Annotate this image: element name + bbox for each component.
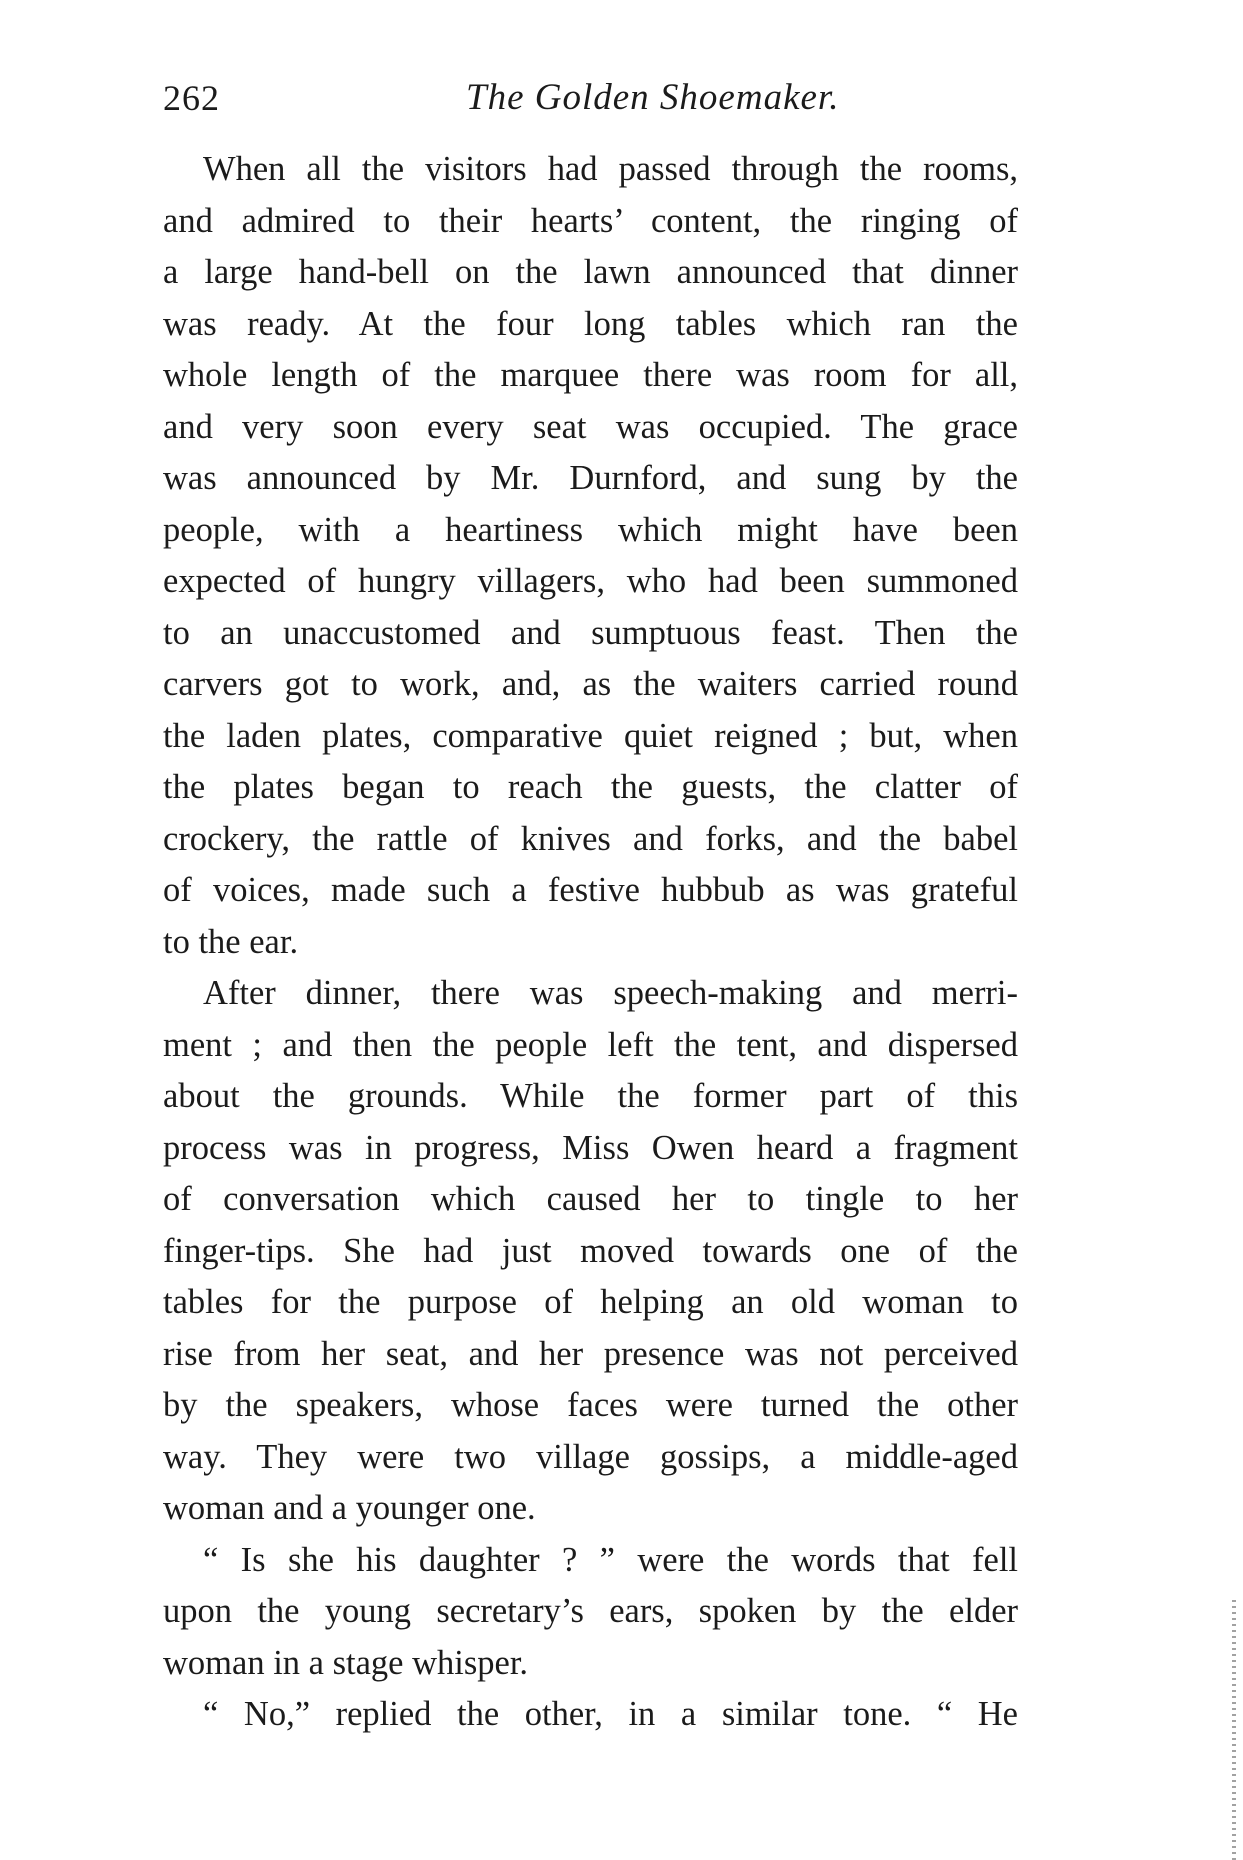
text-line: to the ear. — [163, 922, 299, 961]
text-line: carvers got to work, and, as the waiters carried round — [163, 665, 1018, 703]
text-line: woman in a stage whisper. — [163, 1643, 529, 1682]
text-line: way. They were two village gossips, a middle-aged — [163, 1437, 1018, 1476]
text-line: After dinner, there was speech-making and merri- — [203, 974, 1018, 1012]
text-line: process was in progress, Miss Owen heard a fragment — [163, 1128, 1018, 1167]
text-line: woman and a younger one. — [163, 1489, 536, 1527]
text-line: by the speakers, whose faces were turned the other — [163, 1386, 1018, 1424]
text-line: finger-tips. She had just moved towards one of the — [163, 1231, 1018, 1270]
text-line: of voices, made such a festive hubbub as was grateful — [163, 871, 1018, 909]
text-line: to an unaccustomed and sumptuous feast. Then the — [163, 613, 1018, 652]
text-line: the laden plates, comparative quiet reigned ; but, when — [163, 716, 1018, 755]
text-line: people, with a heartiness which might have been — [163, 510, 1018, 549]
text-line: When all the visitors had passed through the rooms, — [203, 150, 1018, 188]
paragraph — [163, 1689, 1018, 1741]
text-line: rise from her seat, and her presence was not perceived — [163, 1334, 1018, 1373]
text-line: tables for the purpose of helping an old woman to — [163, 1283, 1018, 1321]
text-line: “ No,” replied the other, in a similar tone. “ He — [203, 1695, 1018, 1733]
paragraph — [163, 144, 1018, 968]
running-title: The Golden Shoemaker. — [466, 77, 840, 118]
text-line: of conversation which caused her to tingle to her — [163, 1180, 1018, 1218]
text-line: was announced by Mr. Durnford, and sung by the — [163, 459, 1018, 497]
text-line: upon the young secretary’s ears, spoken by the elder — [163, 1592, 1018, 1630]
text-line: a large hand-bell on the lawn announced that dinner — [163, 253, 1018, 291]
page-number: 262 — [163, 78, 220, 118]
text-line: whole length of the marquee there was room for all, — [163, 356, 1018, 394]
text-line: and very soon every seat was occupied. The grace — [163, 407, 1018, 446]
text-line: crockery, the rattle of knives and forks, and the babel — [163, 819, 1018, 858]
text-line: ment ; and then the people left the tent, and dispersed — [163, 1025, 1018, 1064]
text-line: the plates began to reach the guests, the clatter of — [163, 768, 1018, 806]
paragraph — [163, 968, 1018, 1535]
body-text — [163, 144, 1018, 1741]
text-line: expected of hungry villagers, who had been summoned — [163, 562, 1018, 600]
text-line: “ Is she his daughter ? ” were the words that fell — [203, 1540, 1018, 1579]
paragraph — [163, 1535, 1018, 1690]
page-edge-marks — [1232, 1600, 1236, 1860]
text-line: and admired to their hearts’ content, the ringing of — [163, 201, 1018, 240]
text-line: about the grounds. While the former part of this — [163, 1077, 1018, 1115]
text-line: was ready. At the four long tables which ran the — [163, 304, 1018, 343]
